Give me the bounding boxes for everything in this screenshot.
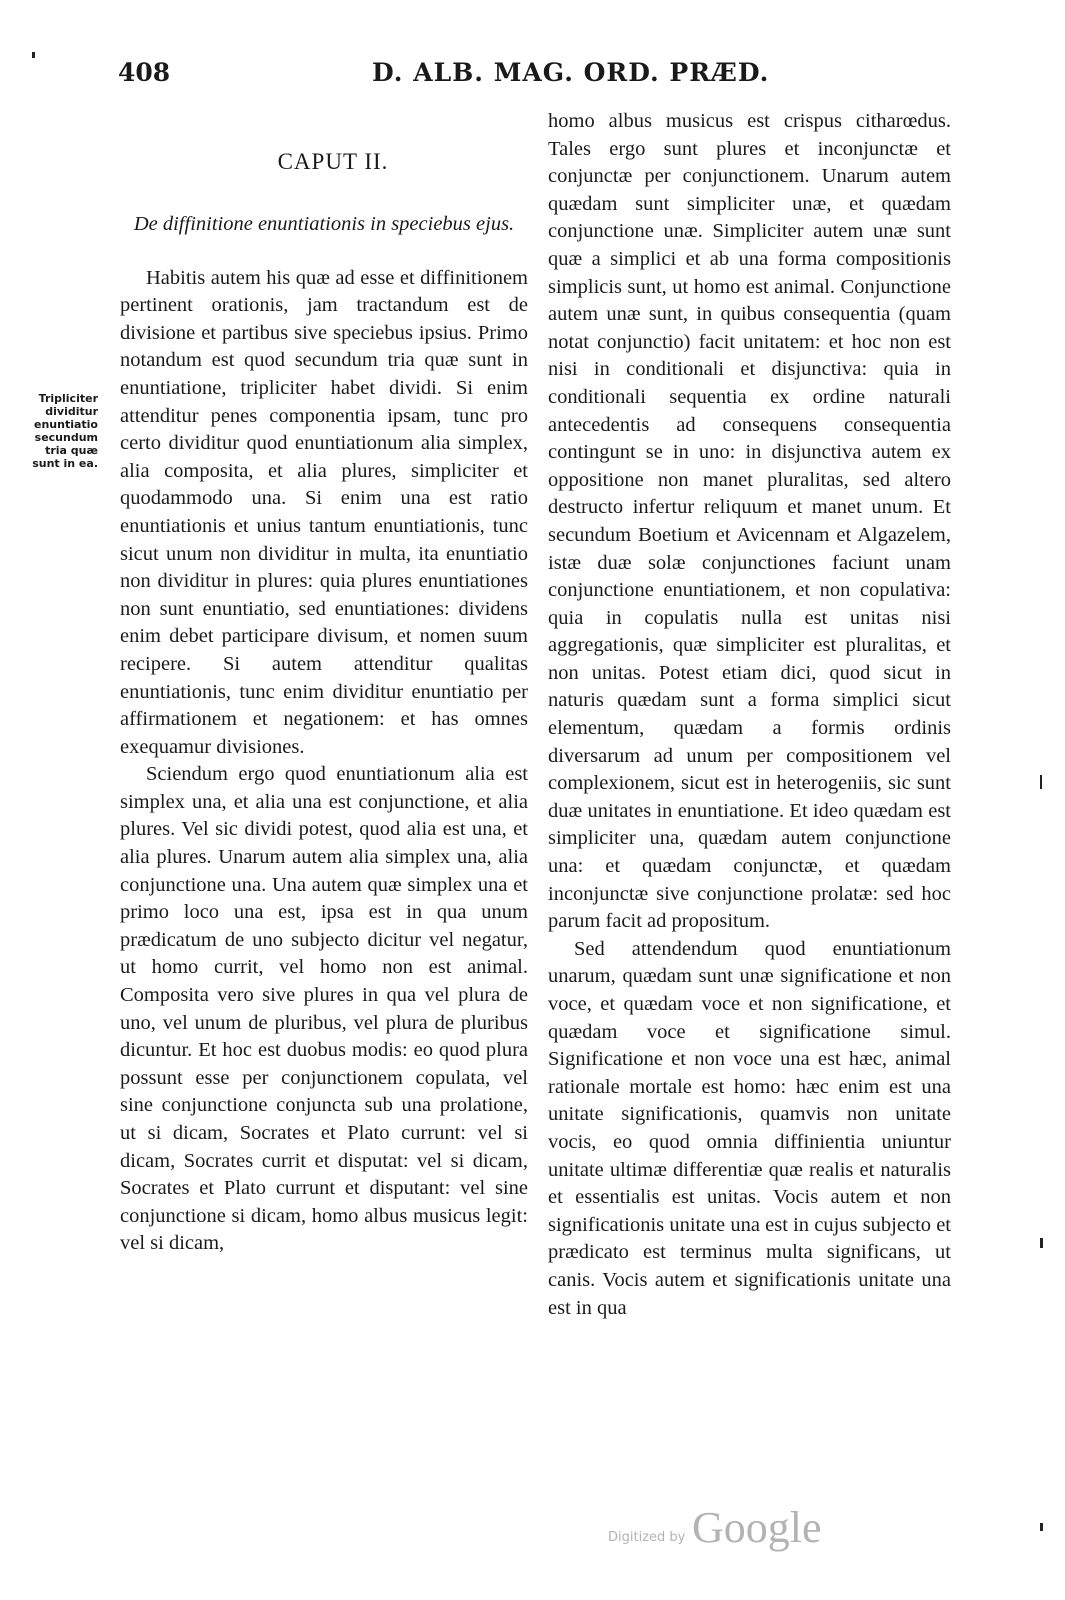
scan-speck bbox=[32, 52, 35, 58]
digitized-watermark bbox=[608, 1502, 838, 1552]
page-header bbox=[0, 58, 1065, 98]
page-number: 408 bbox=[118, 58, 171, 87]
paragraph: homo albus musicus est crispus citharœdus. Tales ergo sunt plures et inconjunctæ et conjunctæ per conjunctionem. Unarum autem quædam sunt simpliciter unæ, et quædam conjunctione unæ. Simpliciter autem unæ sunt quæ a simplici et ab una forma compositionis simplicis sunt, ut homo est animal. Conjunctione autem unæ sunt, in quibus consequentia (quam notat conjunctio) facit unitatem: et hoc non est nisi in conditionali et disjunctiva: quia in conditionali sequentia ex ordine naturali antecedentis ad consequens consequentia contingunt se in uno: in disjunctiva autem ex oppositione non manet pluralitas, sed altero destructo infertur reliquum et manet unum. Et secundum Boetium et Avicennam et Algazelem, istæ duæ solæ conjunctiones faciunt unam conjunctione enuntiationem, et non copulativa: quia in copulatis nulla est unitas nisi aggregationis, quæ simpliciter est pluralitas, et non unitas. Potest etiam dici, quod sicut in naturis quædam sunt a forma simplici sicut elementum, quædam a formis ordinis diversarum ad unum per compositionem vel complexionem, sicut est in heterogeniis, sic sunt duæ unitates in enuntiatione. Et ideo quædam est simpliciter una, quædam autem conjunctione una: et quædam conjunctæ, et quædam inconjunctæ sive conjunctione prolatæ: sed hoc parum facit ad propositum. bbox=[548, 110, 951, 933]
scan-speck bbox=[1040, 1523, 1043, 1531]
paragraph: Sed attendendum quod enuntiationum unarum, quædam sunt unæ significatione et non voce, et quædam voce et non significatione, et quædam voce et significatione simul. Significatione et non voce una est hæc, animal rationale mortale est homo: hæc enim est una unitate significationis, quamvis non unitate vocis, eo quod omnia diffinientia uniuntur unitate ultimæ differentiæ quæ realis et naturalis et essentialis est unitas. Vocis autem et non significationis unitate una est in cujus subjecto et prædicato est terminus multa significans, ut canis. Vocis autem et significationis unitate una est in qua bbox=[548, 937, 951, 1319]
scan-speck bbox=[1040, 775, 1042, 789]
paragraph: Sciendum ergo quod enuntiationum alia est simplex una, et alia una est conjunctione, et alia plures. Vel sic dividi potest, quod alia est una, et alia plures. Unarum autem alia simplex una, alia conjunctione una. Una autem quæ simplex una et primo loco una est, ipsa est in qua unum prædicatum de uno subjecto dicitur vel negatur, ut homo currit, vel homo non est animal. Composita vero sive plures in qua vel plura de uno, vel unum de pluribus, vel plura de pluribus dicuntur. Et hoc est duobus modis: eo quod plura possunt esse per conjunctionem copulata, vel sine conjunctione conjuncta sub una prolatione, ut si dicam, Socrates et Plato currunt: vel si dicam, Socrates currit et disputat: vel si dicam, Socrates et Plato currunt et disputant: vel sine conjunctione si dicam, homo albus musicus legit: vel si dicam, bbox=[120, 763, 528, 1255]
watermark-caption: Digitized by bbox=[608, 1530, 686, 1545]
left-column bbox=[120, 148, 528, 1258]
scan-speck bbox=[1040, 1238, 1043, 1248]
margin-note: Tripliciter dividitur enuntiatio secundum tria quæ sunt in ea. bbox=[32, 392, 98, 470]
chapter-heading: CAPUT II. bbox=[277, 149, 389, 174]
chapter-subtitle: De diffinitione enuntiationis in speciebus ejus. bbox=[133, 212, 515, 235]
paragraph: Habitis autem his quæ ad esse et diffinitionem pertinent orationis, jam tractandum est de divisione et partibus sive speciebus ipsius. Primo notandum est quod secundum tria quæ sunt in enuntiatione, tripliciter habet dividi. Si enim attenditur penes componentia ipsam, tunc pro certo dividitur quod enuntiationum alia simplex, alia composita, et alia plures, simpliciter et quodammodo una. Si enim una est ratio enuntiationis et unius tantum enuntiationis, tunc sicut unum non dividitur in multa, ita enuntiatio non dividitur in plures: quia plures enuntiationes non sunt enuntiatio, sed enuntiationes: dividens enim debet participare divisum, et nomen suum recipere. Si autem attenditur qualitas enuntiationis, tunc enim dividitur enuntiatio per affirmationem et negationem: et has omnes exequamur divisiones. bbox=[120, 266, 528, 758]
right-column bbox=[548, 108, 951, 1322]
running-title: D. ALB. MAG. ORD. PRÆD. bbox=[372, 58, 770, 87]
watermark-logo: Google bbox=[692, 1503, 822, 1552]
